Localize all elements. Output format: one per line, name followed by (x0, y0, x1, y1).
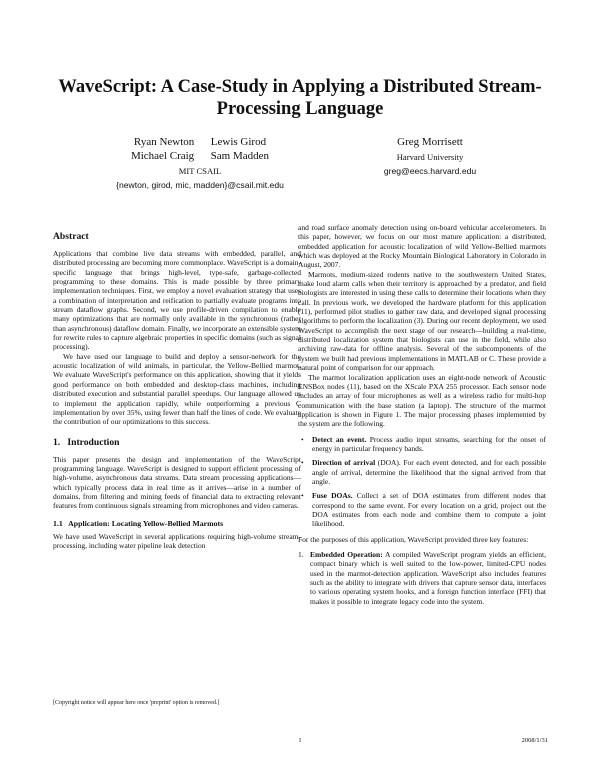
introduction-paragraph: This paper presents the design and implementation of the WaveScript programming language. WaveScript is designed to support efficient processing of high-volume, asynchronous data streams. Data stream processing applications—which typically process data in real time as it arrives—arise in a number of domains, from filtering and mining feeds of financial data to extracting relevant features from continuous signals streaming from microphones and video cameras. (53, 454, 301, 511)
authors-block-left (60, 135, 340, 192)
bullet-icon: • (301, 458, 304, 468)
processing-phases-list (298, 435, 546, 529)
features-list (298, 550, 546, 606)
copyright-footnote: [Copyright notice will appear here once 'preprint' option is removed.] (53, 700, 220, 706)
list-item: • Detect an event. Process audio input streams, searching for the onset of energy in particular frequency bands. (301, 434, 546, 453)
abstract-paragraph-1: Applications that combine live data streams with embedded, parallel, and distributed processing are becoming more commonplace. WaveScript is a domain-specific language that brings high-level, type-safe, garbage-collected programming to these domains. This is made possible by three primary implementation techniques. First, we employ a novel evaluation strategy that uses a combination of interpretation and reification to partially evaluate programs into stream dataflow graphs. Second, we use profile-driven compilation to enable many optimizations that are normally only available in the synchronous (rather than asynchronous) dataflow domain. Finally, we incorporate an extensible system for rewrite rules to capture algebraic properties in specific domains (such as signal processing). (53, 249, 301, 352)
date-stamp: 2008/1/31 (521, 737, 548, 744)
author-names-line-1: Ryan Newton Lewis Girod (133, 136, 267, 148)
affiliation-harvard: Harvard University (396, 152, 464, 162)
abstract-heading: Abstract (53, 231, 89, 242)
author-names-line-2: Michael Craig Sam Madden (130, 150, 270, 162)
list-item: • Fuse DOAs. Collect a set of DOA estimates from different nodes that correspond to the same event. For every location on a grid, project out the DOA estimates from each node and combine them to compute a joint likelihood. (301, 491, 546, 529)
right-paragraph-4: For the purposes of this application, WaveScript provided three key features: (298, 534, 529, 544)
subsection-paragraph: We have used WaveScript in several applications requiring high-volume stream-processing, including water pipeline leak detection (53, 531, 301, 551)
right-column (298, 223, 546, 606)
bullet-icon: • (301, 434, 304, 444)
paper-title: WaveScript: A Case-Study in Applying a Distributed Stream-Processing Language (58, 77, 542, 119)
bullet-icon: • (301, 491, 304, 501)
list-item: 1. Embedded Operation: A compiled WaveScript program yields an efficient, compact binary which is well suited to the low-power, limited-CPU nodes used in the marmot-detection application. WaveScript also includes features such as the ability to integrate with drivers that capture sensor data, interfaces to various operating system hooks, and a foreign function interface (FFI) that makes it possible to integrate legacy code into the system. (298, 550, 546, 606)
left-column (53, 231, 301, 551)
author-name-morrisett: Greg Morrisett (397, 136, 463, 148)
author-email-mit: {newton, girod, mic, madden}@csail.mit.edu (116, 180, 284, 190)
abstract-paragraph-2: We have used our language to build and deploy a sensor-network for the acoustic localization of wild animals, in particular, the Yellow-Bellied marmot. We evaluate WaveScript's performance on this application, showing that it yields good performance on both embedded and desktop-class machines, including distributed execution and substantial parallel speedups. Our language allowed us to implement the application rapidly, while outperforming a previous C implementation by over 35%, using fewer than half the lines of code. We evaluate the contribution of our optimizations to this success. (53, 351, 301, 427)
page-number: 1 (298, 737, 302, 744)
author-email-harvard: greg@eecs.harvard.edu (383, 166, 477, 176)
affiliation-mit: MIT CSAIL (178, 166, 222, 176)
list-item: • Direction of arrival (DOA). For each event detected, and for each possible angle of arrival, determine the likelihood that the signal arrived from that angle. (301, 458, 546, 486)
right-paragraph-3: The marmot localization application uses an eight-node network of Acoustic ENSBox nodes (11), based on the XScale PXA 255 processor. Each sensor node includes an array of four microphones as well as a wireless radio for multi-hop communication with the base station (a laptop). The structure of the marmot application is shown in Figure 1. The major processing phases implemented by the system are the following. (298, 372, 546, 429)
introduction-heading: 1. Introduction (53, 436, 120, 448)
right-paragraph-2: Marmots, medium-sized rodents native to the southwestern United States, make loud alarm calls when their territory is approached by a predator, and field biologists are interested in using these calls to determine their locations when they call. In previous work, we developed the hardware platform for this application (11), performed pilot studies to gather raw data, and developed signal processing algorithms to perform the localization (3). During our recent deployment, we used WaveScript to accomplish the next stage of our research—building a real-time, distributed localization system that biologists can use in the field, while also archiving raw-data for offline analysis. Several of the subcomponents of the system we built had previous implementations in MATLAB or C. These provide a natural point of comparison for our approach. (298, 269, 546, 373)
subsection-heading: 1.1 Application: Locating Yellow-Bellied Marmots (53, 518, 224, 528)
authors-block-right (330, 135, 530, 178)
right-paragraph-1: and road surface anomaly detection using on-board vehicular accelerometers. In this paper, however, we focus on our most mature application: a distributed, embedded application for acoustic localization of wild Yellow-Bellied marmots which was deployed at the Rocky Mountain Biological Laboratory in Colorado in August, 2007. (298, 223, 546, 270)
